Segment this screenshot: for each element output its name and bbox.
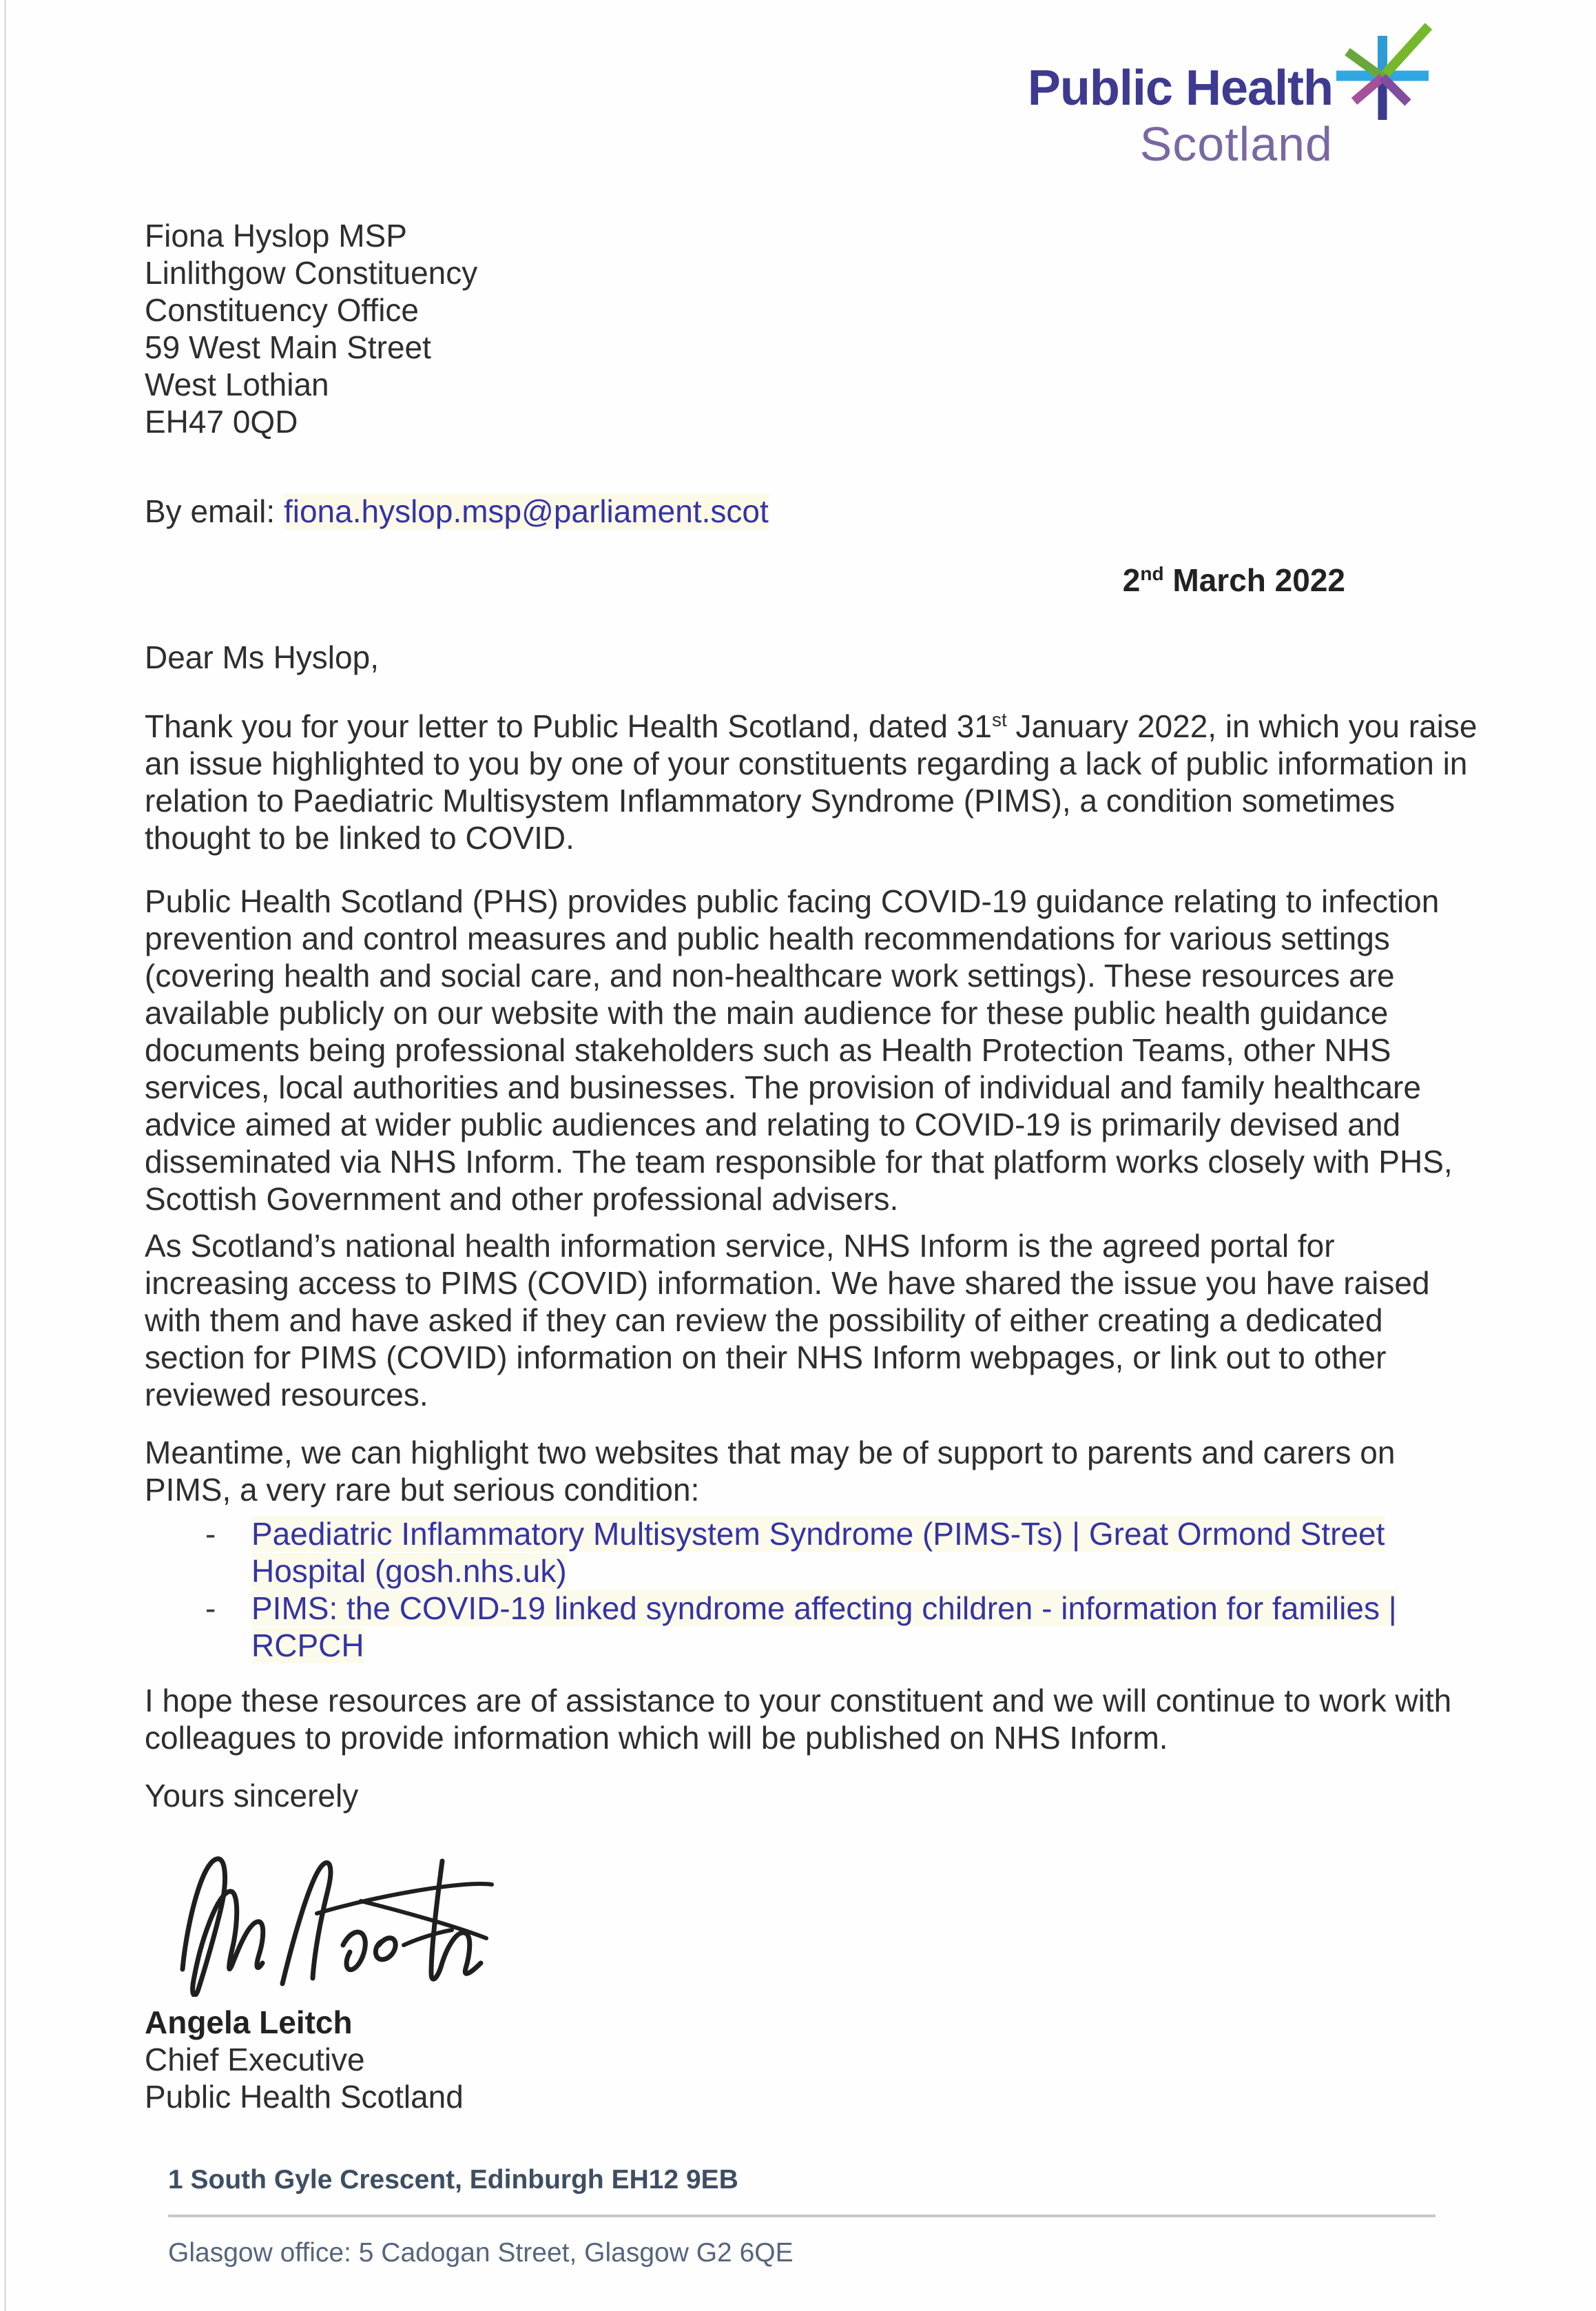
signature	[172, 1842, 503, 1997]
paragraph-2: Public Health Scotland (PHS) provides public facing COVID-19 guidance relating to infection prevention and control measures and public health recommendations for various settings (covering health and social care, and non-healthcare work settings). These resources are available publicly on our website with the main audience for these public health guidance documents being professional stakeholders such as Health Protection Teams, other NHS services, local authorities and businesses. The provision of individual and family healthcare advice aimed at wider public audiences and relating to COVID-19 is primarily devised and disseminated via NHS Inform. The team responsible for that platform works closely with PHS, Scottish Government and other professional advisers.	[145, 883, 1453, 1217]
letter-content	[145, 0, 1478, 2115]
letter-footer	[168, 2164, 1439, 2270]
date-ordinal: nd	[1140, 563, 1164, 584]
valediction: Yours sincerely	[145, 1778, 359, 1814]
letter-date	[145, 560, 1478, 600]
date-rest: March 2022	[1163, 562, 1345, 598]
footer-glasgow-address: Glasgow office: 5 Cadogan Street, Glasgow G2 6QE	[168, 2238, 794, 2268]
resource-link-list	[145, 1515, 1478, 1664]
paragraph-1-text: Thank you for your letter to Public Health Scotland, dated 31	[145, 708, 992, 744]
date-day: 2	[1122, 562, 1141, 598]
paragraph-1-text: January 2022, in which you raise an issue highlighted to you by one of your constituents regarding a lack of public information in relation to Paediatric Multisystem Inflammatory Syndrome (PIMS), a condition sometimes thought to be linked to COVID.	[145, 708, 1478, 856]
scan-edge-artifact	[4, 0, 6, 2311]
gosh-resource-link[interactable]: Paediatric Inflammatory Multisystem Syndrome (PIMS-Ts) | Great Ormond Street Hospital (gosh.nhs.uk)	[251, 1516, 1385, 1589]
logo-public-health-text: Public Health	[1027, 61, 1333, 116]
recipient-address-line: Constituency Office	[145, 292, 419, 328]
list-item	[145, 1590, 1478, 1664]
signer-title: Chief Executive	[145, 2042, 365, 2077]
recipient-address-line: Linlithgow Constituency	[145, 255, 478, 291]
signature-block	[145, 2004, 1478, 2115]
signer-name: Angela Leitch	[145, 2004, 353, 2040]
rcpch-resource-link[interactable]: PIMS: the COVID-19 linked syndrome affecting children - information for families | RCPCH	[251, 1590, 1397, 1663]
bullet-dash: -	[205, 1590, 216, 1626]
list-item	[145, 1515, 1478, 1590]
recipient-address-line: 59 West Main Street	[145, 329, 431, 365]
footer-divider	[168, 2215, 1436, 2217]
recipient-address	[145, 217, 1478, 440]
paragraph-4-intro: Meantime, we can highlight two websites that may be of support to parents and carers on PIMS, a very rare but serious condition:	[145, 1435, 1396, 1508]
recipient-postcode: EH47 0QD	[145, 404, 298, 440]
by-email-line	[145, 493, 1478, 530]
email-link[interactable]: fiona.hyslop.msp@parliament.scot	[283, 493, 769, 529]
paragraph-1	[145, 708, 1478, 856]
logo-scotland-text: Scotland	[1139, 117, 1333, 171]
closing-paragraph: I hope these resources are of assistance to your constituent and we will continue to work with colleagues to provide information which will be published on NHS Inform.	[145, 1683, 1452, 1756]
recipient-name: Fiona Hyslop MSP	[145, 218, 407, 254]
recipient-address-line: West Lothian	[145, 367, 329, 402]
signer-org: Public Health Scotland	[145, 2079, 464, 2115]
paragraph-1-ordinal: st	[991, 709, 1007, 730]
by-email-label: By email:	[145, 493, 284, 529]
paragraph-3: As Scotland’s national health information service, NHS Inform is the agreed portal for increasing access to PIMS (COVID) information. We have shared the issue you have raised with them and have asked if they can review the possibility of either creating a dedicated section for PIMS (COVID) information on their NHS Inform webpages, or link out to other reviewed resources.	[145, 1228, 1430, 1413]
salutation: Dear Ms Hyslop,	[145, 639, 379, 675]
bullet-dash: -	[205, 1516, 216, 1552]
footer-edinburgh-address: 1 South Gyle Crescent, Edinburgh EH12 9EB	[168, 2165, 738, 2195]
